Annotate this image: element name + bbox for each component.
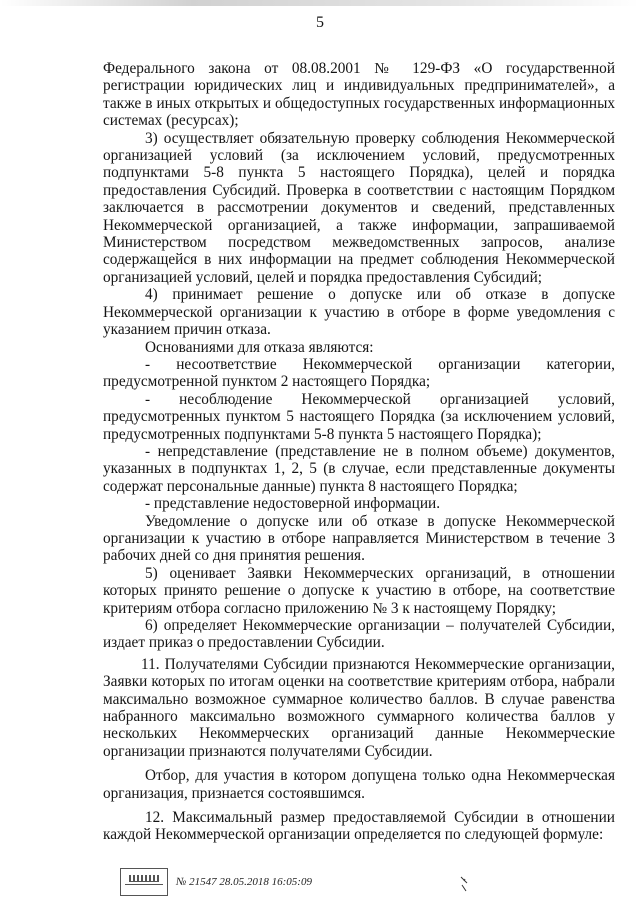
list-item: - непредставление (представление не в полном объеме) документов, указанных в подпунктах 1, 2, 5 (в случае, если представленные документы содержат персональные данные) пункта 8 настоящего Порядка; <box>103 442 615 495</box>
registration-number: № 21547 28.05.2018 16:05:09 <box>176 876 312 888</box>
paragraph: 12. Максимальный размер предоставляемой Субсидии в отношении каждой Некоммерческой организации определяется по следующей формуле: <box>103 809 615 844</box>
list-item: - несоблюдение Некоммерческой организацией условий, предусмотренных пунктом 5 настоящего Порядка (за исключением условий, предусмотренных подпунктами 5-8 пункта 5 настоящего Порядка); <box>103 390 615 443</box>
page-number: 5 <box>316 14 324 31</box>
paragraph: 4) принимает решение о допуске или об отказе в допуске Некоммерческой организации к участию в отборе в форме уведомления с указанием причин отказа. <box>103 286 615 339</box>
scan-edge <box>0 0 640 6</box>
paragraph: 5) оценивает Заявки Некоммерческих организаций, в отношении которых принято решение о допуске к участию в отборе, на соответствие критериям отбора согласно приложению № 3 к настоящему Порядку; <box>103 564 615 617</box>
registration-footer <box>120 869 312 895</box>
paragraph: Уведомление о допуске или об отказе в допуске Некоммерческой организации к участию в отборе направляется Министерством в течение 3 рабочих дней со дня принятия решения. <box>103 512 615 565</box>
paragraph: Основаниями для отказа являются: <box>145 338 374 356</box>
paragraph: Федерального закона от 08.08.2001 № 129-ФЗ «О государственной регистрации юридических лиц и индивидуальных предпринимателей», а также в иных открытых и общедоступных государственных информационных системах (ресурсах); <box>103 60 615 130</box>
list-item: - несоответствие Некоммерческой организации категории, предусмотренной пунктом 2 настоящего Порядка; <box>103 355 615 391</box>
scan-mark-icon <box>459 875 469 895</box>
paragraph: 11. Получателями Субсидии признаются Некоммерческие организации, Заявки которых по итогам оценки на соответствие критериям отбора, набрали максимально возможное суммарное количество баллов. В случае равенства набранного максимально возможного суммарного количества баллов у нескольких Некоммерческих организаций данные Некоммерческие организации признаются получателями Субсидии. <box>103 655 615 760</box>
paragraph: Отбор, для участия в котором допущена только одна Некоммерческая организация, признается состоявшимся. <box>103 767 615 802</box>
building-stamp-icon <box>120 868 168 896</box>
document-body <box>103 60 615 844</box>
list-item: - представление недостоверной информации. <box>145 495 441 513</box>
paragraph: 6) определяет Некоммерческие организации – получателей Субсидии, издает приказ о предоставлении Субсидии. <box>103 617 615 652</box>
paragraph: 3) осуществляет обязательную проверку соблюдения Некоммерческой организацией условий (за исключением условий, предусмотренных подпунктами 5-8 пункта 5 настоящего Порядка), целей и порядка предоставления Субсидий. Проверка в соответствии с настоящим Порядком заключается в рассмотрении документов и сведений, представленных Некоммерческой организацией, а также информации, запрашиваемой Министерством посредством межведомственных запросов, анализе содержащейся в них информации на предмет соблюдения Некоммерческой организацией условий, целей и порядка предоставления Субсидий; <box>103 129 615 286</box>
